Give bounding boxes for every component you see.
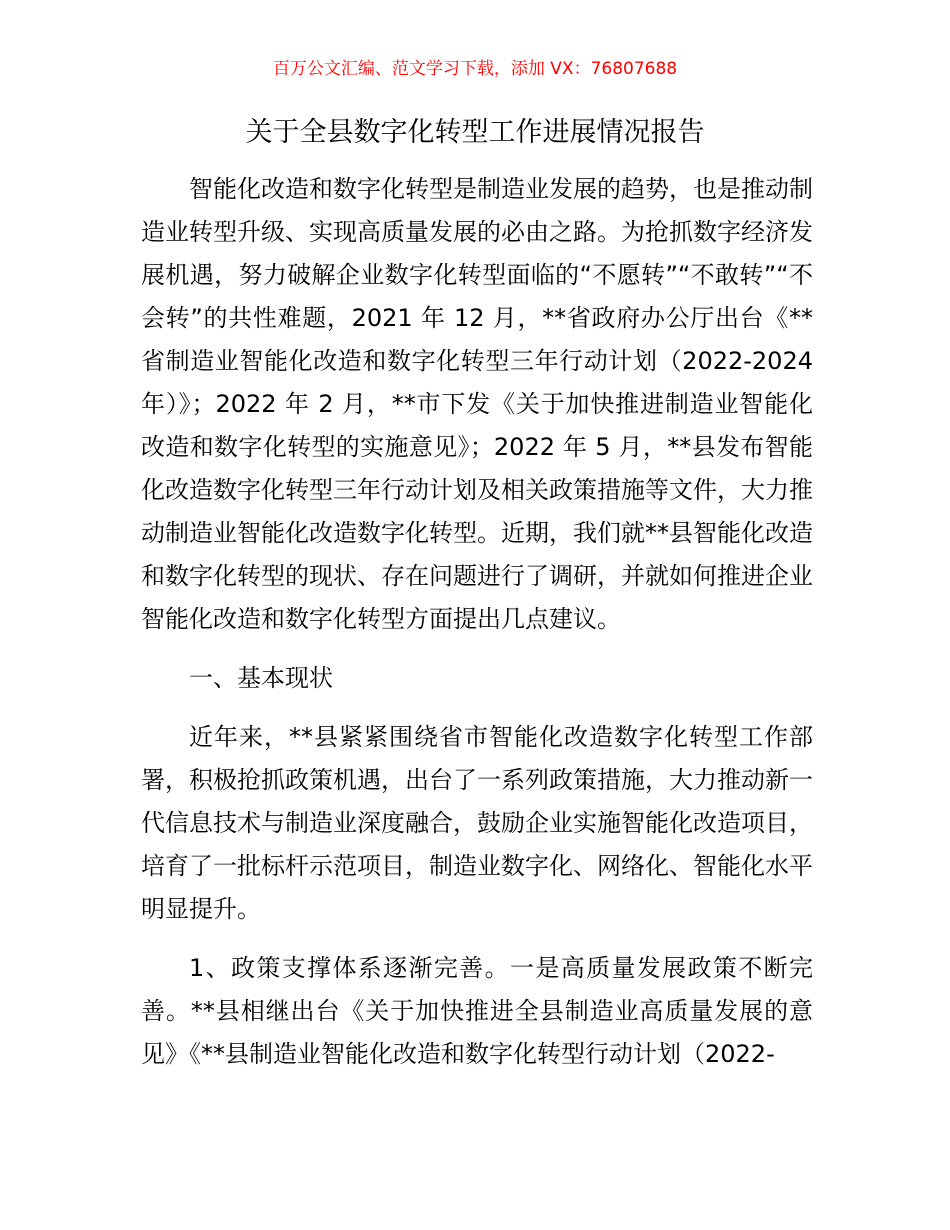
document-body: [141, 168, 813, 1076]
section-heading: 一、基本现状: [189, 664, 333, 692]
intro-paragraph: 智能化改造和数字化转型是制造业发展的趋势，也是推动制造业转型升级、实现高质量发展的必由之路。为抢抓数字经济发展机遇，努力破解企业数字化转型面临的“不愿转”“不敢转”“不会转”的共性难题，2021 年 12 月，**省政府办公厅出台《**省制造业智能化改造和数字化转型三年行动计划（2022-2024 年）》；2022 年 2 月，**市下发《关于加快推进制造业智能化改造和数字化转型的实施意见》；2022 年 5 月，**县发布智能化改造数字化转型三年行动计划及相关政策措施等文件，大力推动制造业智能化改造数字化转型。近期，我们就**县智能化改造和数字化转型的现状、存在问题进行了调研，并就如何推进企业智能化改造和数字化转型方面提出几点建议。: [141, 175, 813, 633]
status-paragraph: 近年来，**县紧紧围绕省市智能化改造数字化转型工作部署，积极抢抓政策机遇，出台了一系列政策措施，大力推动新一代信息技术与制造业深度融合，鼓励企业实施智能化改造项目，培育了一批标杆示范项目，制造业数字化、网络化、智能化水平明显提升。: [141, 723, 813, 923]
watermark-banner: 百万公文汇编、范文学习下载，添加 VX：76807688: [272, 59, 678, 79]
document-title: 关于全县数字化转型工作进展情况报告: [245, 117, 705, 148]
policy-paragraph: 1、政策支撑体系逐渐完善。一是高质量发展政策不断完善。**县相继出台《关于加快推进全县制造业高质量发展的意见》《**县制造业智能化改造和数字化转型行动计划（2022-: [141, 954, 813, 1068]
